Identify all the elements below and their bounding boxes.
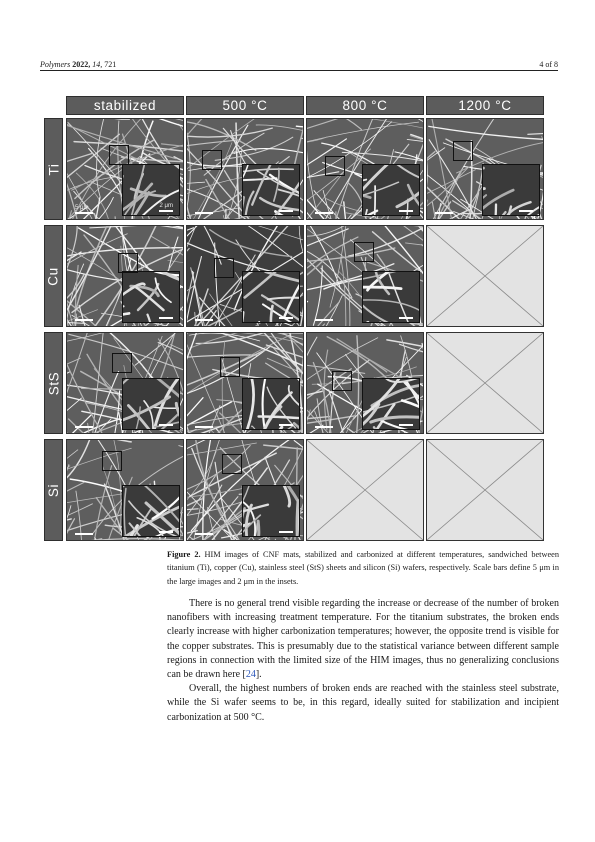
scale-bar-inset xyxy=(279,531,293,533)
journal-volume: 14, xyxy=(92,60,103,69)
row-header-si xyxy=(44,439,63,541)
scale-bar-large xyxy=(75,319,93,321)
row-header-cu xyxy=(44,225,63,327)
scale-bar-inset xyxy=(399,317,413,319)
figure-2-image-grid xyxy=(44,96,552,540)
him-image-ti-3 xyxy=(426,118,544,220)
row-header-ti xyxy=(44,118,63,220)
row-header-label: StS xyxy=(46,371,61,395)
scale-bar-large xyxy=(315,426,333,428)
empty-panel-cu-3 xyxy=(426,225,544,327)
inset-image xyxy=(122,378,180,430)
him-image-ti-1 xyxy=(186,118,304,220)
zoom-region-marker xyxy=(354,242,374,262)
caption-label: Figure 2. xyxy=(167,550,201,559)
column-header-2: 800 °C xyxy=(306,96,424,115)
scale-bar-large xyxy=(195,426,213,428)
him-image-ti-2 xyxy=(306,118,424,220)
zoom-region-marker xyxy=(332,371,352,391)
row-header-label: Cu xyxy=(46,266,61,286)
row-header-label: Ti xyxy=(45,163,61,175)
citation-link[interactable]: 24 xyxy=(245,669,256,681)
inset-image xyxy=(362,378,420,430)
journal-citation xyxy=(40,60,116,69)
scale-bar-inset xyxy=(159,424,173,426)
paragraph-1-text: There is no general trend visible regarding the increase or decrease of the number of broken nanofibers with increasing treatment temperature. For the titanium substrates, the broken ends clearly increase with higher carbonization temperatures; however, the opposite trend is visible for the copper substrates. This is presumably due to the statistical variance between different sample regions in connection with the limited size of the HIM images, thus no generalizing conclusions can be drawn here [ xyxy=(167,598,559,681)
page-number: 4 of 8 xyxy=(539,60,558,69)
empty-panel-si-3 xyxy=(426,439,544,541)
him-image-sts-2 xyxy=(306,332,424,434)
running-header xyxy=(40,55,558,69)
him-image-sts-1 xyxy=(186,332,304,434)
empty-panel-si-2 xyxy=(306,439,424,541)
him-image-ti-0 xyxy=(66,118,184,220)
inset-image xyxy=(362,271,420,323)
scale-bar-large xyxy=(315,212,333,214)
zoom-region-marker xyxy=(325,156,345,176)
scale-bar-large xyxy=(75,426,93,428)
scale-bar-inset xyxy=(519,210,533,212)
scale-label-large: 5 μm xyxy=(75,205,89,211)
zoom-region-marker xyxy=(214,258,234,278)
zoom-region-marker xyxy=(222,454,242,474)
scale-bar-inset xyxy=(279,317,293,319)
scale-bar-inset xyxy=(159,317,173,319)
scale-bar-large xyxy=(75,212,93,214)
him-image-cu-1 xyxy=(186,225,304,327)
scale-bar-inset xyxy=(399,424,413,426)
row-header-sts xyxy=(44,332,63,434)
scale-bar-large xyxy=(195,319,213,321)
inset-image xyxy=(242,378,300,430)
zoom-region-marker xyxy=(202,150,222,170)
journal-name: Polymers xyxy=(40,60,71,69)
inset-image xyxy=(242,271,300,323)
column-header-0: stabilized xyxy=(66,96,184,115)
him-image-cu-2 xyxy=(306,225,424,327)
scale-bar-large xyxy=(315,319,333,321)
scale-bar-large xyxy=(195,212,213,214)
scale-bar-inset xyxy=(159,210,173,212)
paragraph-2: Overall, the highest numbers of broken ends are reached with the stainless steel substrate, while the Si wafer seems to be, in this regard, ideally suited for stabilization and incipient carbonization at 500 °C. xyxy=(167,683,559,723)
paragraph-1 xyxy=(167,597,559,682)
journal-year: 2022, xyxy=(72,60,91,69)
empty-panel-sts-3 xyxy=(426,332,544,434)
zoom-region-marker xyxy=(220,357,240,377)
article-number: 721 xyxy=(104,60,117,69)
scale-bar-large xyxy=(195,533,213,535)
zoom-region-marker xyxy=(118,253,138,273)
inset-image xyxy=(122,485,180,537)
inset-image xyxy=(482,164,540,216)
zoom-region-marker xyxy=(112,353,132,373)
inset-image xyxy=(242,164,300,216)
zoom-region-marker xyxy=(453,141,473,161)
him-image-si-1 xyxy=(186,439,304,541)
row-header-label: Si xyxy=(46,483,61,497)
him-image-si-0 xyxy=(66,439,184,541)
caption-text: HIM images of CNF mats, stabilized and carbonized at different temperatures, sandwiched between titanium (Ti), copper (Cu), stainless steel (StS) sheets and silicon (Si) wafers, respectively. Scale bars define 5 μm in the large images and 2 μm in the insets. xyxy=(167,550,559,586)
scale-bar-large xyxy=(435,212,453,214)
inset-image xyxy=(362,164,420,216)
him-image-cu-0 xyxy=(66,225,184,327)
scale-bar-inset xyxy=(279,424,293,426)
scale-bar-inset xyxy=(399,210,413,212)
inset-image xyxy=(122,271,180,323)
zoom-region-marker xyxy=(102,451,122,471)
scale-bar-large xyxy=(75,533,93,535)
paragraph-1-end: ]. xyxy=(255,669,262,681)
scale-label-inset: 2 μm xyxy=(159,203,173,209)
inset-image xyxy=(242,485,300,537)
body-text xyxy=(167,597,559,725)
scale-bar-inset xyxy=(279,210,293,212)
figure-caption xyxy=(167,548,559,588)
column-header-3: 1200 °C xyxy=(426,96,544,115)
him-image-sts-0 xyxy=(66,332,184,434)
column-header-1: 500 °C xyxy=(186,96,304,115)
header-divider xyxy=(40,70,558,71)
zoom-region-marker xyxy=(109,145,129,165)
scale-bar-inset xyxy=(159,531,173,533)
